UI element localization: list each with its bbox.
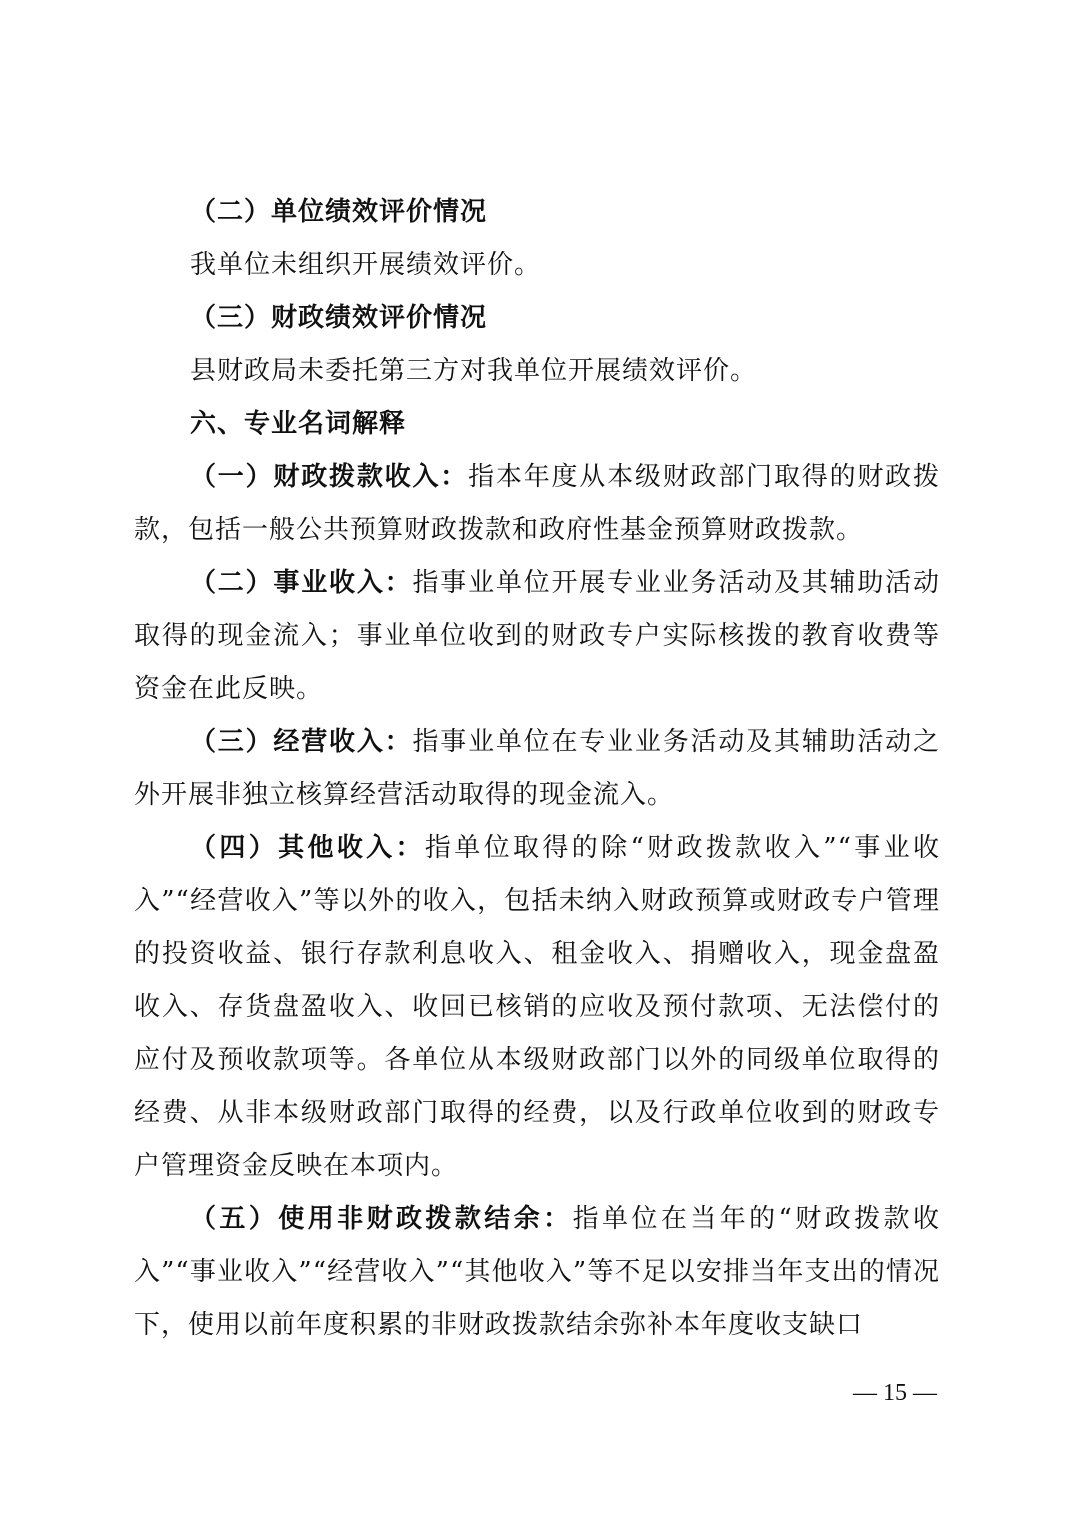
heading-text: 六、专业名词解释 [190,409,407,439]
term-definition: 指单位取得的除“财政拨款收入”“事业收入”“经营收入”等以外的收入，包括未纳入财政预算或财政专户管理的投资收益、银行存款利息收入、租金收入、捐赠收入，现金盘盈收入、存货盘盈收入、收回已核销的应收及预付款项、无法偿付的应付及预收款项等。各单位从本级财政部门以外的同级单位取得的经费、从非本级财政部门取得的经费，以及行政单位收到的财政专户管理资金反映在本项内。 [134,833,940,1181]
term-definition: 指事业单位开展专业业务活动及其辅助活动取得的现金流入；事业单位收到的财政专户实际核拨的教育收费等资金在此反映。 [134,568,940,704]
term-label: （一）财政拨款收入： [190,462,469,492]
section-heading-glossary [134,398,940,451]
page-content [134,186,940,1352]
term-label: （五）使用非财政拨款结余： [190,1204,573,1234]
section-heading-unit-evaluation [134,186,940,239]
term-label: （四）其他收入： [190,833,425,863]
heading-text: （三）财政绩效评价情况 [190,303,488,333]
term-paragraph [134,451,940,557]
term-paragraph [134,1193,940,1352]
paragraph: 县财政局未委托第三方对我单位开展绩效评价。 [190,356,758,386]
page-number: — 15 — [853,1380,937,1406]
term-definition: 指单位在当年的“财政拨款收入”“事业收入”“经营收入”“其他收入”等不足以安排当年支出的情况下，使用以前年度积累的非财政拨款结余弥补本年度收支缺口 [134,1204,940,1340]
term-paragraph [134,557,940,716]
heading-text: （二）单位绩效评价情况 [190,197,488,227]
term-definition: 指本年度从本级财政部门取得的财政拨款，包括一般公共预算财政拨款和政府性基金预算财政拨款。 [134,462,940,545]
term-definition: 指事业单位在专业业务活动及其辅助活动之外开展非独立核算经营活动取得的现金流入。 [134,727,940,810]
section-heading-finance-evaluation [134,292,940,345]
term-label: （二）事业收入： [190,568,413,598]
term-label: （三）经营收入： [190,727,413,757]
term-paragraph [134,716,940,822]
paragraph: 我单位未组织开展绩效评价。 [190,250,542,280]
term-paragraph [134,822,940,1193]
